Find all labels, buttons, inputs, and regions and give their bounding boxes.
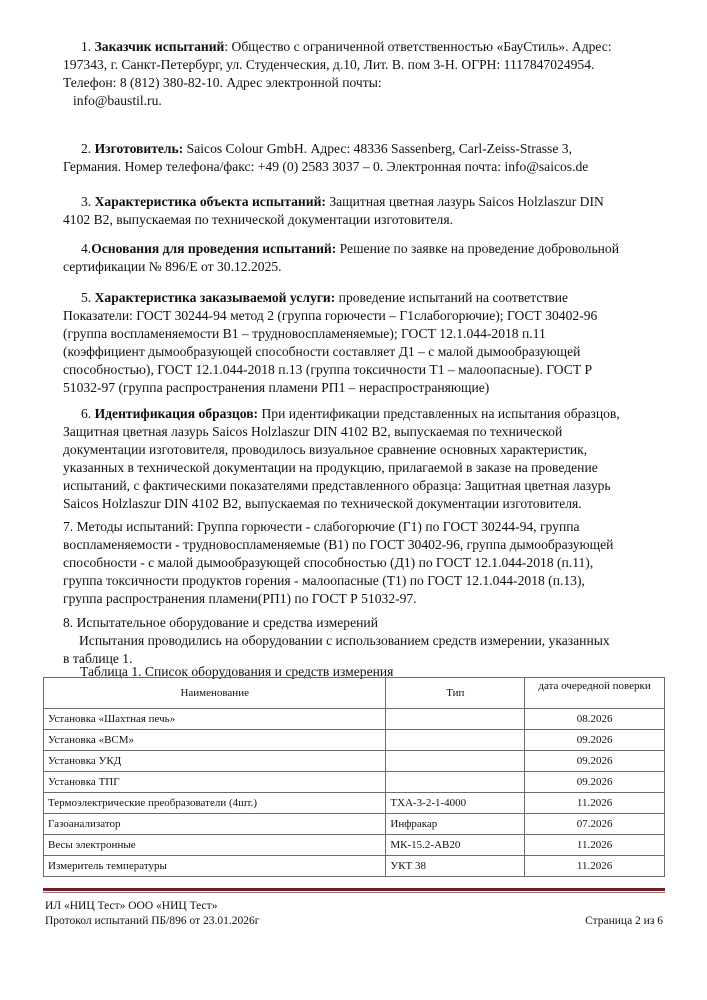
cell-name: Установка УКД <box>44 751 386 772</box>
text-line: 4102 B2, выпускаемая по технической документации изготовителя. <box>63 212 453 227</box>
footer-page-number: Страница 2 из 6 <box>585 915 663 927</box>
cell-type <box>386 730 525 751</box>
text-line: сертификации № 896/Е от 30.12.2025. <box>63 259 282 274</box>
cell-type: МК-15.2-АВ20 <box>386 835 525 856</box>
table-row <box>44 772 665 793</box>
cell-date: 11.2026 <box>525 793 665 814</box>
text-line: способности - с малой дымообразующей способностью (Д1) по ГОСТ 12.1.044-2018 (п.11), <box>63 555 594 570</box>
text-line: Saicos Holzlaszur DIN 4102 B2, выпускаемая по технической документации изготовителя. <box>63 496 582 511</box>
table-caption: Таблица 1. Список оборудования и средств измерения <box>80 664 394 679</box>
section-equipment <box>63 614 664 668</box>
text-line: Показатели: ГОСТ 30244-94 метод 2 (группа горючести – Г1слабогорючие); ГОСТ 30402-96 <box>63 308 598 323</box>
text-line: группа распространения пламени(РП1) по ГОСТ Р 51032-97. <box>63 591 417 606</box>
cell-name: Измеритель температуры <box>44 856 386 877</box>
header-type: Тип <box>386 678 525 709</box>
section-title: Характеристика объекта испытаний: <box>94 194 326 209</box>
text-line: в таблице 1. <box>63 651 133 666</box>
header-verification-date: дата очередной поверки <box>525 678 665 709</box>
text-line: воспламеняемости - трудновоспламеняемые (В1) по ГОСТ 30402-96, группа дымообразующей <box>63 537 614 552</box>
table-row <box>44 730 665 751</box>
section-grounds <box>63 240 664 276</box>
cell-date: 09.2026 <box>525 751 665 772</box>
section-service <box>63 289 664 397</box>
table-row <box>44 835 665 856</box>
text-line: Испытания проводились на оборудовании с использованием средств измерении, указанных <box>79 633 610 648</box>
cell-type <box>386 751 525 772</box>
cell-type: Инфракар <box>386 814 525 835</box>
cell-type: ТХА-3-2-1-4000 <box>386 793 525 814</box>
section-number: 3. <box>81 194 95 209</box>
section-title: Изготовитель: <box>94 141 184 156</box>
footer-rule <box>43 888 665 891</box>
footer-protocol: Протокол испытаний ПБ/896 от 23.01.2026г <box>45 915 260 927</box>
equipment-table <box>43 677 665 877</box>
cell-date: 07.2026 <box>525 814 665 835</box>
text-line: проведение испытаний на соответствие <box>335 290 569 305</box>
cell-name: Газоанализатор <box>44 814 386 835</box>
text-line: : Общество с ограниченной ответственностью «БауСтиль». Адрес: <box>224 39 612 54</box>
text-line: Германия. Номер телефона/факс: +49 (0) 2583 3037 – 0. Электронная почта: info@saicos.de <box>63 159 589 174</box>
footer-rule-thin <box>43 892 665 893</box>
cell-date: 09.2026 <box>525 772 665 793</box>
table-row <box>44 751 665 772</box>
section-title: Характеристика заказываемой услуги: <box>94 290 336 305</box>
text-line: Телефон: 8 (812) 380-82-10. Адрес электронной почты: <box>63 75 382 90</box>
cell-date: 11.2026 <box>525 835 665 856</box>
text-line: способностью), ГОСТ 12.1.044-2018 п.13 (группа токсичности Т1 – малоопасные). ГОСТ Р <box>63 362 593 377</box>
text-line: (группа воспламеняемости В1 – трудновоспламеняемые); ГОСТ 12.1.044-2018 п.11 <box>63 326 546 341</box>
cell-name: Установка ТПГ <box>44 772 386 793</box>
cell-type: УКТ 38 <box>386 856 525 877</box>
cell-name: Установка «Шахтная печь» <box>44 709 386 730</box>
text-line: 7. Методы испытаний: Группа горючести - слабогорючие (Г1) по ГОСТ 30244-94, группа <box>63 519 580 534</box>
section-test-methods <box>63 518 664 608</box>
section-heading: 8. Испытательное оборудование и средства измерений <box>63 615 378 630</box>
cell-name: Весы электронные <box>44 835 386 856</box>
header-name: Наименование <box>44 678 386 709</box>
section-number: 6. <box>81 406 95 421</box>
section-number: 4. <box>81 241 92 256</box>
section-title: Заказчик испытаний <box>94 39 225 54</box>
cell-type <box>386 709 525 730</box>
cell-type <box>386 772 525 793</box>
text-line: Saicos Colour GmbH. Адрес: 48336 Sassenberg, Carl-Zeiss-Strasse 3, <box>183 141 572 156</box>
section-test-object <box>63 193 664 229</box>
text-line: Защитная цветная лазурь Saicos Holzlaszur DIN 4102 B2, выпускаемая по технической <box>63 424 563 439</box>
footer-org: ИЛ «НИЦ Тест» ООО «НИЦ Тест» <box>45 900 218 912</box>
table-row <box>44 814 665 835</box>
section-number: 5. <box>81 290 95 305</box>
section-number: 2. <box>81 141 95 156</box>
cell-date: 08.2026 <box>525 709 665 730</box>
table-row <box>44 793 665 814</box>
section-title: Основания для проведения испытаний: <box>91 241 337 256</box>
section-manufacturer <box>63 140 664 176</box>
text-line: Решение по заявке на проведение добровольной <box>336 241 619 256</box>
email-text: info@baustil.ru. <box>73 93 162 108</box>
cell-name: Установка «ВСМ» <box>44 730 386 751</box>
text-line: документации изготовителя, проводилось визуальное сравнение основных характеристик, <box>63 442 588 457</box>
text-line: указанных в технической документации на продукцию, прилагаемой в заказе на проведение <box>63 460 598 475</box>
text-line: испытаний, с фактическими показателями представленного образца: Защитная цветная лазурь <box>63 478 611 493</box>
text-line: 197343, г. Санкт-Петербург, ул. Студенческия, д.10, Лит. В. пом 3-Н. ОГРН: 1117847024954. <box>63 57 595 72</box>
text-line: При идентификации представленных на испытания образцов, <box>258 406 620 421</box>
text-line: (коэффициент дымообразующей способности составляет Д1 – с малой дымообразующей <box>63 344 581 359</box>
table-header-row <box>44 678 665 709</box>
cell-date: 09.2026 <box>525 730 665 751</box>
cell-name: Термоэлектрические преобразователи (4шт.) <box>44 793 386 814</box>
text-line: Защитная цветная лазурь Saicos Holzlaszur DIN <box>325 194 604 209</box>
cell-date: 11.2026 <box>525 856 665 877</box>
section-number: 1. <box>81 39 95 54</box>
section-title: Идентификация образцов: <box>94 406 259 421</box>
table-row <box>44 709 665 730</box>
section-customer <box>63 38 664 110</box>
text-line: 51032-97 (группа распространения пламени РП1 – нераспространяющие) <box>63 380 490 395</box>
table-row <box>44 856 665 877</box>
section-identification <box>63 405 664 513</box>
text-line: группа токсичности продуктов горения - малоопасные (Т1) по ГОСТ 12.1.044-2018 (п.13), <box>63 573 585 588</box>
